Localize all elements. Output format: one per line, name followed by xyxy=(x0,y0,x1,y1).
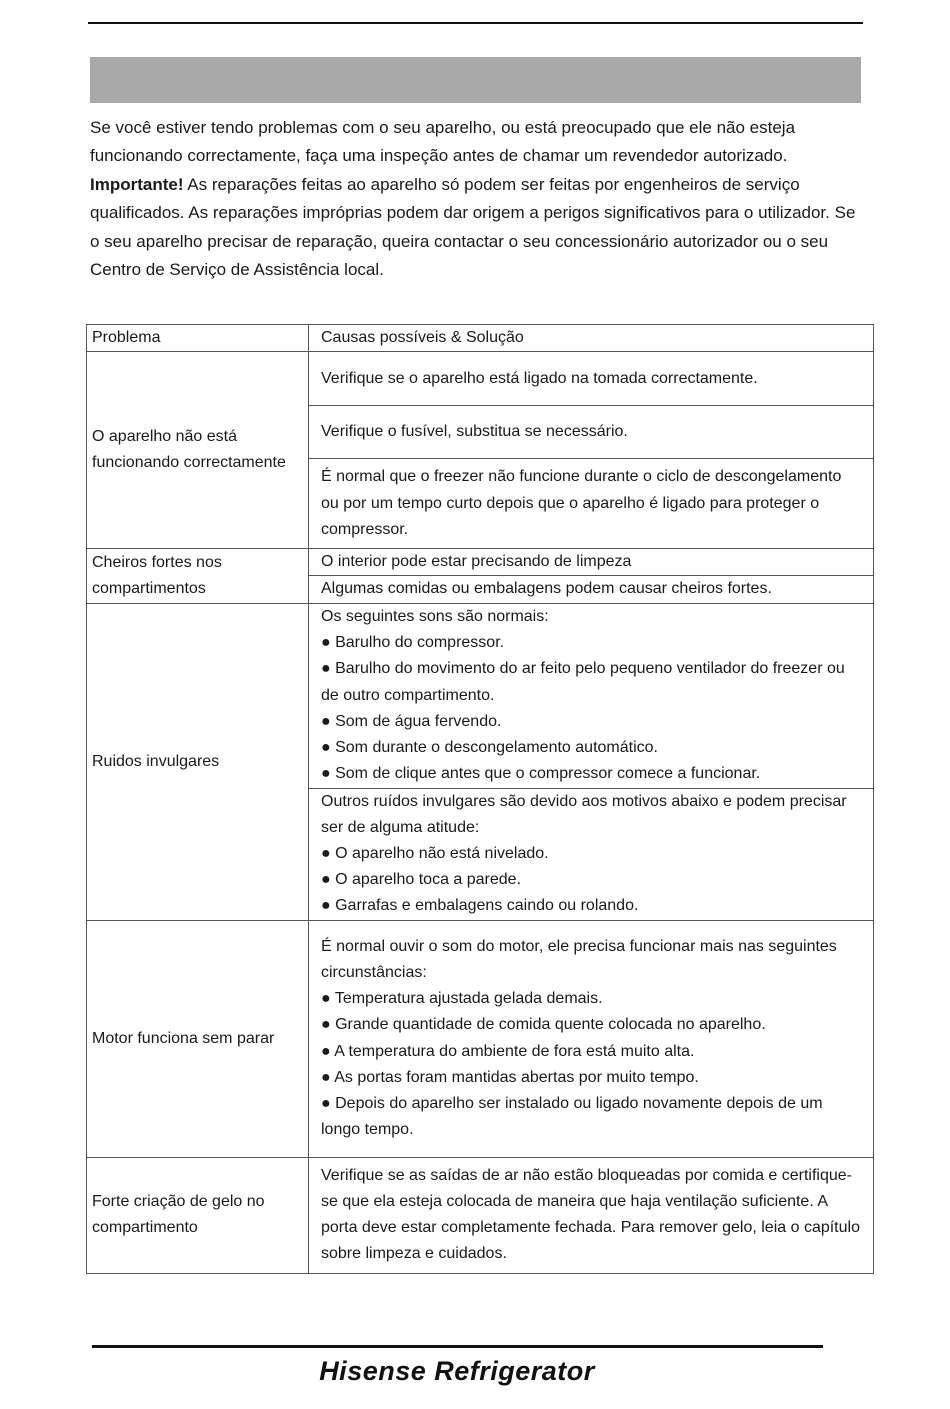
header-problem: Problema xyxy=(87,325,309,352)
header-solution: Causas possíveis & Solução xyxy=(309,325,874,352)
bullet-item: ● O aparelho não está nivelado. xyxy=(321,845,549,863)
table-row xyxy=(87,920,874,1157)
bullet-item: ● Depois do aparelho ser instalado ou ligado novamente depois de um longo tempo. xyxy=(321,1095,823,1139)
intro-text xyxy=(90,114,860,284)
bullet-item: ● Garrafas e embalagens caindo ou rolando. xyxy=(321,897,639,915)
solution-cell xyxy=(309,603,874,788)
solution-cell xyxy=(309,788,874,920)
troubleshooting-table xyxy=(86,324,874,1274)
top-rule xyxy=(88,22,863,24)
solution-cell: Verifique se o aparelho está ligado na tomada correctamente. xyxy=(309,352,874,406)
bullet-item: ● Som durante o descongelamento automático. xyxy=(321,738,658,756)
bullet-item: ● Grande quantidade de comida quente colocada no aparelho. xyxy=(321,1016,766,1034)
bullet-item: ● O aparelho toca a parede. xyxy=(321,871,522,889)
bullet-item: ● Barulho do movimento do ar feito pelo pequeno ventilador do freezer ou de outro compartimento. xyxy=(321,660,845,704)
bullet-item: ● As portas foram mantidas abertas por muito tempo. xyxy=(321,1068,699,1086)
table-row xyxy=(87,603,874,788)
bullet-item: ● Barulho do compressor. xyxy=(321,634,505,652)
important-label: Importante! xyxy=(90,174,184,194)
brand-footer: Hisense Refrigerator xyxy=(319,1356,595,1386)
solution-cell xyxy=(309,920,874,1157)
bullet-item: ● A temperatura do ambiente de fora está muito alta. xyxy=(321,1042,695,1060)
solution-cell: Algumas comidas ou embalagens podem causar cheiros fortes. xyxy=(309,576,874,603)
problem-cell: O aparelho não está funcionando correctamente xyxy=(87,352,309,549)
table-row xyxy=(87,549,874,576)
important-text: As reparações feitas ao aparelho só podem ser feitas por engenheiros de serviço qualificados. As reparações impróprias podem dar origem a perigos significativos para o utilizador. Se o seu aparelho precisar de reparação, queira contactar o seu concessionário autorizador ou o seu Centro de Serviço de Assistência local. xyxy=(90,174,856,280)
solution-intro: É normal ouvir o som do motor, ele precisa funcionar mais nas seguintes circunstâncias: xyxy=(321,937,837,982)
solution-cell: O interior pode estar precisando de limpeza xyxy=(309,549,874,576)
problem-cell: Forte criação de gelo no compartimento xyxy=(87,1157,309,1273)
intro-paragraph: Se você estiver tendo problemas com o seu aparelho, ou está preocupado que ele não esteja funcionando correctamente, faça uma inspeção antes de chamar um revendedor autorizado. xyxy=(90,118,796,166)
important-note xyxy=(90,171,860,285)
solution-intro: Os seguintes sons são normais: xyxy=(321,607,549,625)
table-row xyxy=(87,1157,874,1273)
table-header-row xyxy=(87,325,874,352)
table-row xyxy=(87,352,874,406)
problem-cell: Motor funciona sem parar xyxy=(87,920,309,1157)
bullet-item: ● Som de clique antes que o compressor comece a funcionar. xyxy=(321,765,761,783)
problem-cell: Cheiros fortes nos compartimentos xyxy=(87,549,309,603)
section-title-bar xyxy=(90,57,861,103)
solution-cell: Verifique o fusível, substitua se necessário. xyxy=(309,406,874,459)
solution-intro: Outros ruídos invulgares são devido aos motivos abaixo e podem precisar ser de alguma atitude: xyxy=(321,792,847,836)
solution-cell: Verifique se as saídas de ar não estão bloqueadas por comida e certifique-se que ela esteja colocada de maneira que haja ventilação suficiente. A porta deve estar completamente fechada. Para remover gelo, leia o capítulo sobre limpeza e cuidados. xyxy=(309,1157,874,1273)
bottom-rule xyxy=(92,1345,823,1348)
bullet-item: ● Som de água fervendo. xyxy=(321,712,502,730)
solution-cell: É normal que o freezer não funcione durante o ciclo de descongelamento ou por um tempo curto depois que o aparelho é ligado para proteger o compressor. xyxy=(309,459,874,549)
problem-cell: Ruidos invulgares xyxy=(87,603,309,920)
bullet-item: ● Temperatura ajustada gelada demais. xyxy=(321,990,603,1008)
